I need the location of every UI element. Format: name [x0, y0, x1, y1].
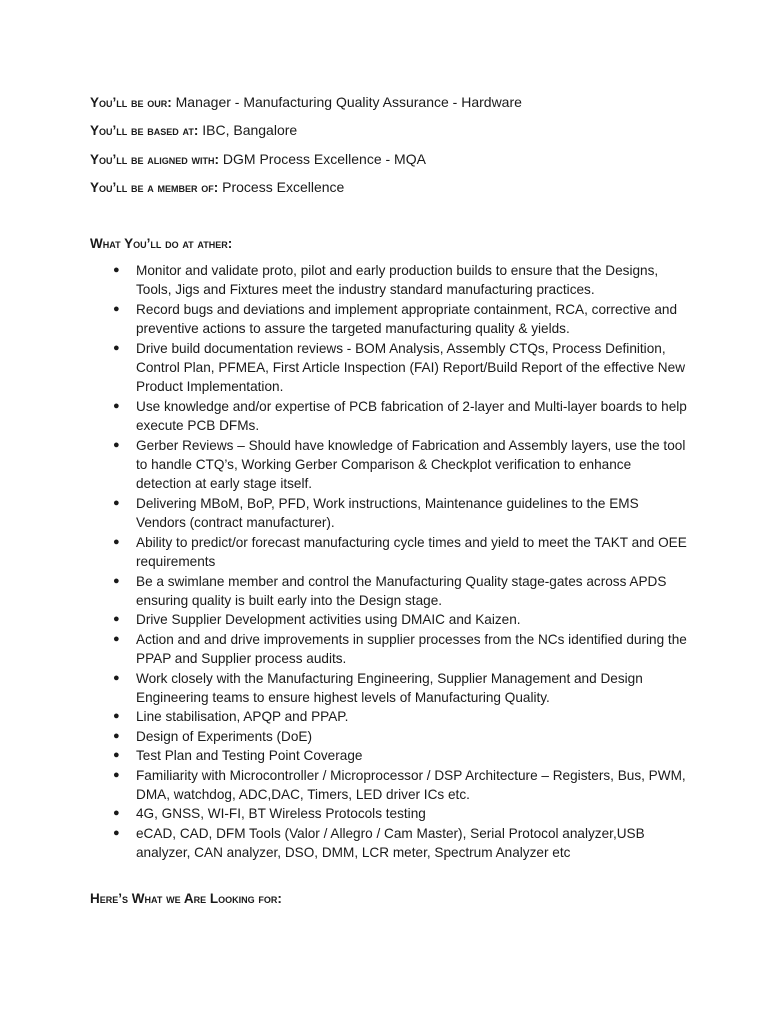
list-item-text: Monitor and validate proto, pilot and early production builds to ensure that the Designs, Tools, Jigs and Fixtures meet the industry standard manufacturing practices.: [136, 263, 659, 298]
bullet-icon: ●: [113, 807, 120, 820]
list-item-text: Drive build documentation reviews - BOM Analysis, Assembly CTQs, Process Definition, Control Plan, PFMEA, First Article Inspection (FAI) Report/Build Report of the effective New Product Implementation.: [136, 340, 686, 395]
list-item-text: Test Plan and Testing Point Coverage: [136, 748, 363, 764]
bullet-icon: ●: [113, 710, 120, 723]
list-item: [110, 707, 690, 726]
list-item: [110, 300, 690, 339]
list-item: [110, 727, 690, 746]
bullet-icon: ●: [113, 341, 120, 354]
bullet-icon: ●: [113, 574, 120, 587]
bullet-icon: ●: [113, 613, 120, 626]
list-item-text: Be a swimlane member and control the Manufacturing Quality stage-gates across APDS ensuring quality is built early into the Design stage.: [136, 573, 667, 608]
what-youll-do-heading: What You’ll do at ather:: [90, 236, 233, 251]
role-label: You’ll be our:: [90, 95, 172, 110]
role-value: Manager - Manufacturing Quality Assurance - Hardware: [175, 94, 522, 110]
bullet-icon: ●: [113, 632, 120, 645]
list-item: [110, 746, 690, 765]
list-item-text: Line stabilisation, APQP and PPAP.: [136, 709, 349, 725]
aligned-value: DGM Process Excellence - MQA: [222, 151, 426, 167]
role-line: [90, 93, 522, 112]
list-item: [110, 397, 690, 436]
list-item-text: Use knowledge and/or expertise of PCB fabrication of 2-layer and Multi-layer boards to help execute PCB DFMs.: [136, 398, 687, 434]
bullet-icon: ●: [113, 535, 120, 548]
location-label: You’ll be based at:: [90, 123, 199, 138]
list-item: [110, 824, 690, 863]
bullet-icon: ●: [113, 768, 120, 781]
list-item-text: Delivering MBoM, BoP, PFD, Work instructions, Maintenance guidelines to the EMS Vendors (contract manufacturer).: [136, 495, 639, 531]
list-item: [110, 804, 690, 823]
bullet-icon: ●: [113, 729, 120, 742]
bullet-icon: ●: [113, 826, 120, 839]
list-item: [110, 572, 690, 611]
location-line: [90, 121, 297, 140]
bullet-icon: ●: [113, 496, 120, 509]
bullet-icon: ●: [113, 749, 120, 762]
list-item: [110, 766, 690, 805]
list-item-text: Action and and drive improvements in supplier processes from the NCs identified during the PPAP and Supplier process audits.: [136, 631, 687, 667]
list-item-text: Drive Supplier Development activities using DMAIC and Kaizen.: [136, 612, 521, 628]
list-item-text: 4G, GNSS, WI-FI, BT Wireless Protocols testing: [136, 806, 426, 822]
list-item-text: Ability to predict/or forecast manufacturing cycle times and yield to meet the TAKT and OEE requirements: [136, 534, 687, 570]
list-item: [110, 436, 690, 494]
bullet-icon: ●: [113, 302, 120, 315]
bullet-icon: ●: [113, 399, 120, 412]
bullet-icon: ●: [113, 671, 120, 684]
aligned-line: [90, 150, 426, 169]
list-item-text: Design of Experiments (DoE): [136, 728, 313, 744]
list-item: [110, 494, 690, 533]
member-label: You’ll be a member of:: [90, 180, 219, 195]
responsibilities-list: [110, 261, 690, 863]
bullet-icon: ●: [113, 264, 120, 276]
list-item: [110, 261, 690, 300]
list-item: [110, 610, 690, 629]
member-value: Process Excellence: [222, 179, 345, 195]
bullet-icon: ●: [113, 438, 120, 451]
aligned-label: You’ll be aligned with:: [90, 152, 219, 167]
list-item-text: Work closely with the Manufacturing Engineering, Supplier Management and Design Engineering teams to ensure highest levels of Manufacturing Quality.: [136, 670, 643, 705]
member-line: [90, 178, 344, 197]
location-value: IBC, Bangalore: [202, 122, 298, 138]
list-item-text: eCAD, CAD, DFM Tools (Valor / Allegro / Cam Master), Serial Protocol analyzer,USB analyzer, CAN analyzer, DSO, DMM, LCR meter, Spectrum Analyzer etc: [136, 825, 645, 861]
list-item: [110, 533, 690, 572]
looking-for-heading: Here’s What we Are Looking for:: [90, 891, 282, 906]
list-item-text: Familiarity with Microcontroller / Microprocessor / DSP Architecture – Registers, Bus, PWM, DMA, watchdog, ADC,DAC, Timers, LED driver ICs etc.: [136, 767, 686, 802]
list-item-text: Record bugs and deviations and implement appropriate containment, RCA, corrective and preventive actions to assure the targeted manufacturing quality & yields.: [136, 301, 678, 337]
list-item: [110, 339, 690, 397]
list-item: [110, 669, 690, 708]
list-item: [110, 630, 690, 669]
list-item-text: Gerber Reviews – Should have knowledge of Fabrication and Assembly layers, use the tool to handle CTQ’s, Working Gerber Comparison & Checkplot verification to enhance detection at early stage itself.: [136, 437, 686, 492]
